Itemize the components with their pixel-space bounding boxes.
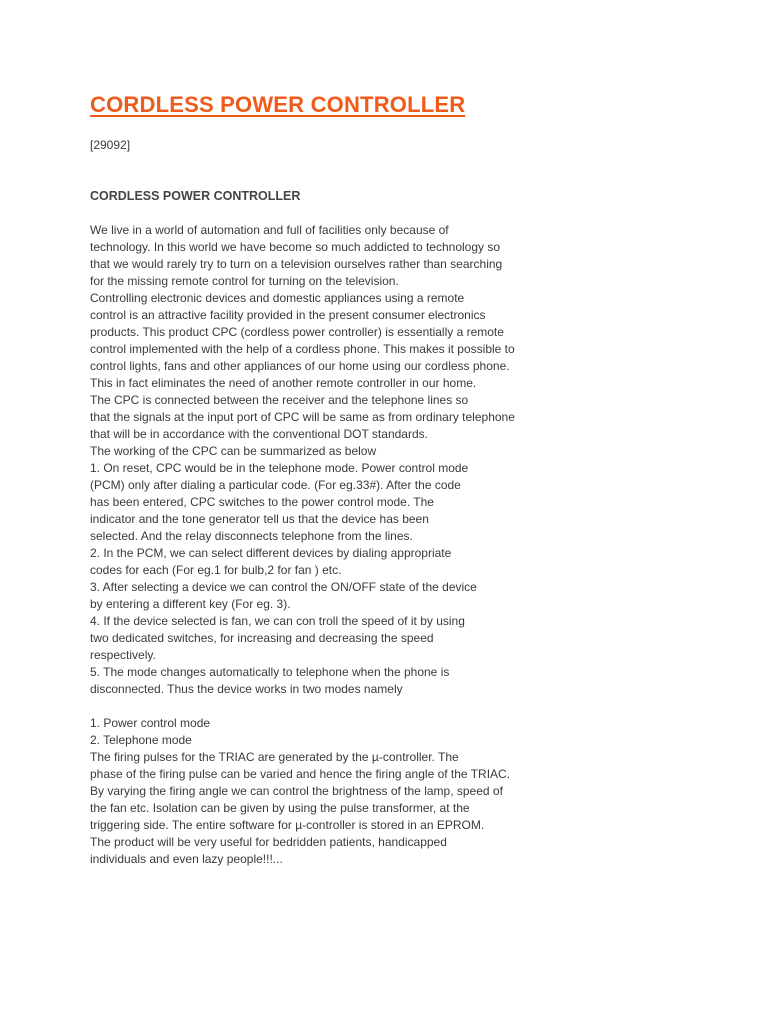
text-line: Controlling electronic devices and domestic appliances using a remote bbox=[90, 291, 465, 305]
text-line: indicator and the tone generator tell us that the device has been bbox=[90, 512, 429, 526]
text-line: The firing pulses for the TRIAC are generated by the µ-controller. The bbox=[90, 750, 459, 764]
text-line: control implemented with the help of a cordless phone. This makes it possible to bbox=[90, 342, 515, 356]
text-line: by entering a different key (For eg. 3). bbox=[90, 597, 291, 611]
text-line: codes for each (For eg.1 for bulb,2 for fan ) etc. bbox=[90, 563, 342, 577]
body-text bbox=[90, 222, 750, 868]
text-line: (PCM) only after dialing a particular code. (For eg.33#). After the code bbox=[90, 478, 461, 492]
text-line: We live in a world of automation and full of facilities only because of bbox=[90, 223, 449, 237]
text-line: that we would rarely try to turn on a television ourselves rather than searching bbox=[90, 257, 503, 271]
section-heading: CORDLESS POWER CONTROLLER bbox=[90, 189, 301, 203]
text-line: 1. Power control mode bbox=[90, 716, 211, 730]
text-line: selected. And the relay disconnects telephone from the lines. bbox=[90, 529, 413, 543]
text-line: The product will be very useful for bedridden patients, handicapped bbox=[90, 835, 447, 849]
document-title: CORDLESS POWER CONTROLLER bbox=[90, 92, 466, 117]
text-line: disconnected. Thus the device works in two modes namely bbox=[90, 682, 403, 696]
text-line: that will be in accordance with the conventional DOT standards. bbox=[90, 427, 428, 441]
text-line: for the missing remote control for turning on the television. bbox=[90, 274, 399, 288]
text-line: triggering side. The entire software for µ-controller is stored in an EPROM. bbox=[90, 818, 485, 832]
text-line: products. This product CPC (cordless power controller) is essentially a remote bbox=[90, 325, 504, 339]
text-line: 4. If the device selected is fan, we can con troll the speed of it by using bbox=[90, 614, 465, 628]
text-line: respectively. bbox=[90, 648, 156, 662]
text-line: phase of the firing pulse can be varied and hence the firing angle of the TRIAC. bbox=[90, 767, 511, 781]
reference-id: [29092] bbox=[90, 138, 131, 152]
text-line: two dedicated switches, for increasing and decreasing the speed bbox=[90, 631, 434, 645]
text-line: 2. In the PCM, we can select different devices by dialing appropriate bbox=[90, 546, 452, 560]
text-line: control lights, fans and other appliances of our home using our cordless phone. bbox=[90, 359, 510, 373]
text-line: 3. After selecting a device we can control the ON/OFF state of the device bbox=[90, 580, 477, 594]
text-line: control is an attractive facility provided in the present consumer electronics bbox=[90, 308, 486, 322]
text-line: 2. Telephone mode bbox=[90, 733, 192, 747]
text-line: the fan etc. Isolation can be given by using the pulse transformer, at the bbox=[90, 801, 470, 815]
text-line: individuals and even lazy people!!!... bbox=[90, 852, 283, 866]
text-line: has been entered, CPC switches to the power control mode. The bbox=[90, 495, 434, 509]
text-line: The CPC is connected between the receiver and the telephone lines so bbox=[90, 393, 469, 407]
text-line: 1. On reset, CPC would be in the telephone mode. Power control mode bbox=[90, 461, 469, 475]
text-line: By varying the firing angle we can control the brightness of the lamp, speed of bbox=[90, 784, 503, 798]
text-line: 5. The mode changes automatically to telephone when the phone is bbox=[90, 665, 450, 679]
text-line: The working of the CPC can be summarized as below bbox=[90, 444, 377, 458]
blank-line bbox=[90, 698, 750, 715]
text-line: technology. In this world we have become so much addicted to technology so bbox=[90, 240, 501, 254]
text-line: This in fact eliminates the need of another remote controller in our home. bbox=[90, 376, 477, 390]
text-line: that the signals at the input port of CPC will be same as from ordinary telephone bbox=[90, 410, 515, 424]
